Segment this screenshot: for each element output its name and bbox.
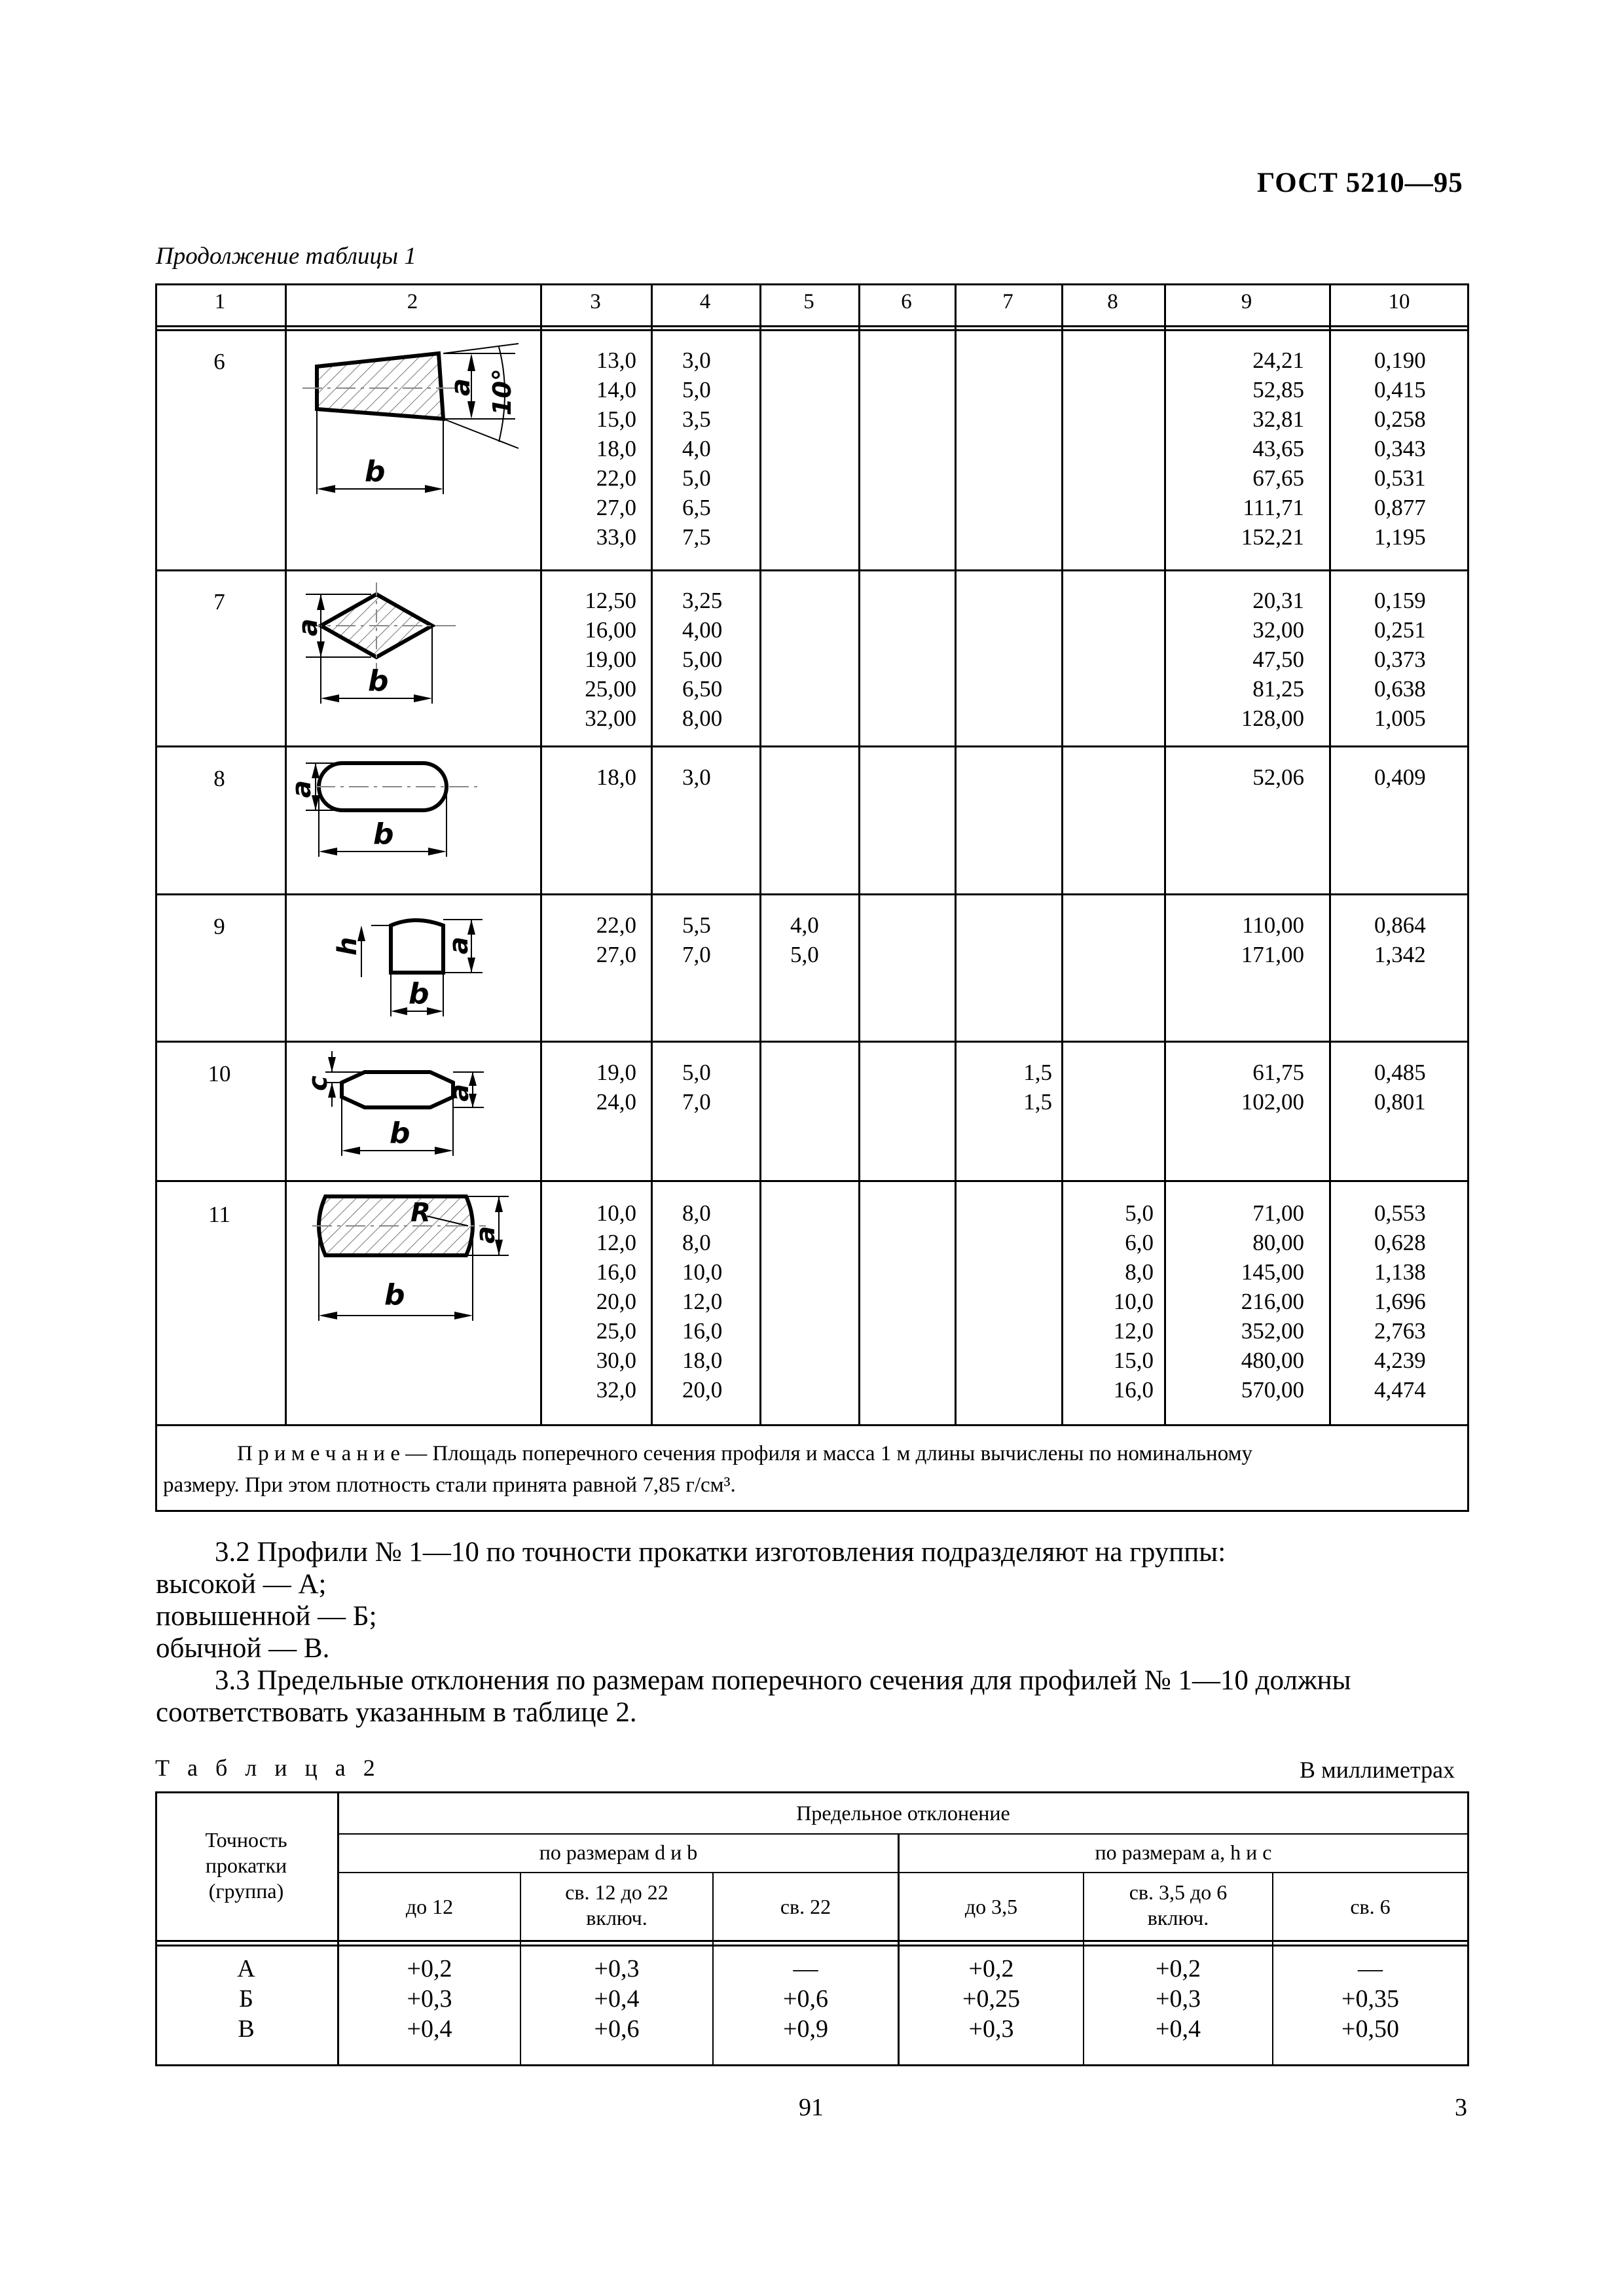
profile-8-drawing: [287, 753, 532, 891]
cell-col10: 0,409: [1374, 764, 1426, 790]
table-note-line: размеру. При этом плотность стали принята равной 7,85 г/см³.: [163, 1473, 736, 1497]
col-header: 10: [1388, 290, 1410, 314]
dim-label-b: b: [368, 664, 389, 698]
frame-top: [155, 1791, 1469, 1793]
paragraph-3-2-item: повышенной — Б;: [156, 1601, 377, 1632]
cell-col9: 61,75 102,00: [1241, 1060, 1304, 1115]
row-divider: [155, 1180, 1469, 1182]
subheader: св. 12 до 22 включ.: [565, 1880, 668, 1929]
header-ahc: по размерам a, h и c: [1095, 1840, 1272, 1864]
col-header: 8: [1107, 290, 1118, 314]
cell-col4: 8,0 8,0 10,0 12,0 16,0 18,0 20,0: [682, 1200, 723, 1403]
cell-col8: 5,0 6,0 8,0 10,0 12,0 15,0 16,0: [1113, 1200, 1154, 1403]
cell-col4: 5,5 7,0: [682, 912, 711, 967]
col-divider: [651, 283, 653, 1424]
dim-label-a: a: [445, 1084, 475, 1102]
col-divider: [759, 283, 761, 1424]
cell-col4: 5,0 7,0: [682, 1060, 711, 1115]
cell-col3: 18,0: [596, 764, 636, 790]
header-divider: [155, 325, 1469, 327]
dim-label-a: a: [471, 1226, 501, 1244]
col-header: 1: [214, 290, 226, 314]
row-divider: [337, 1833, 1469, 1835]
cell-col10: 0,553 0,628 1,138 1,696 2,763 4,239 4,474: [1374, 1200, 1426, 1403]
frame-right: [1467, 1791, 1469, 2066]
profile-6-drawing: [302, 344, 525, 540]
document-code: ГОСТ 5210—95: [1257, 168, 1463, 198]
subheader: до 3,5: [964, 1895, 1018, 1918]
paragraph-3-2-item: высокой — А;: [156, 1569, 327, 1600]
table-2-caption: Т а б л и ц а 2: [155, 1755, 381, 1781]
row-number: 7: [213, 589, 225, 615]
col-divider: [540, 283, 542, 1424]
cell-col3: 19,0 24,0: [596, 1060, 636, 1115]
col-divider: [285, 283, 287, 1424]
table-note-line: П р и м е ч а н и е — Площадь поперечного сечения профиля и масса 1 м длины вычислены по номинальному: [237, 1442, 1252, 1465]
cell-col5: 4,0 5,0: [790, 912, 819, 967]
dim-label-h: h: [333, 937, 363, 956]
subheader: до 12: [405, 1895, 454, 1918]
dim-label-a: a: [444, 937, 474, 954]
col-divider: [1061, 283, 1063, 1424]
col-divider: [1164, 283, 1166, 1424]
cell-col10: 0,864 1,342: [1374, 912, 1426, 967]
col-divider: [858, 283, 860, 1424]
dim-label-a: a: [293, 619, 323, 636]
subheader: св. 6: [1350, 1895, 1391, 1918]
table-2-units: В миллиметрах: [1300, 1757, 1455, 1783]
cell-col7: 1,5 1,5: [1023, 1060, 1052, 1115]
cell-col4: 3,0: [682, 764, 711, 790]
col-divider: [955, 283, 957, 1424]
profile-10-drawing: [303, 1048, 532, 1179]
page-number: 91: [799, 2094, 824, 2121]
header-divider: [155, 329, 1469, 331]
cell-col9: 24,21 52,85 32,81 43,65 67,65 111,71 152,21: [1241, 348, 1304, 550]
cell-col9: 52,06: [1252, 764, 1304, 790]
cell-col3: 13,0 14,0 15,0 18,0 22,0 27,0 33,0: [596, 348, 636, 550]
cell-col10: 0,485 0,801: [1374, 1060, 1426, 1115]
cell-col4: 3,0 5,0 3,5 4,0 5,0 6,5 7,5: [682, 348, 711, 550]
cell-col3: 12,50 16,00 19,00 25,00 32,00: [585, 588, 636, 731]
header-db: по размерам d и b: [539, 1840, 698, 1864]
table-2: [155, 1791, 1469, 2066]
cell-col9: 110,00 171,00: [1241, 912, 1304, 967]
col-header: 7: [1002, 290, 1013, 314]
paragraph-3-2: 3.2 Профили № 1—10 по точности прокатки изготовления подразделяют на группы:: [215, 1537, 1226, 1568]
dim-label-b: b: [373, 817, 394, 851]
cell-col9: 20,31 32,00 47,50 81,25 128,00: [1241, 588, 1304, 731]
row-divider: [155, 1041, 1469, 1043]
row-number: 10: [208, 1061, 231, 1086]
dim-label-c: c: [303, 1075, 333, 1091]
col-header: 9: [1241, 290, 1252, 314]
subheader: св. 22: [780, 1895, 831, 1918]
header-deviation: Предельное отклонение: [796, 1801, 1010, 1825]
dim-label-b: b: [384, 1278, 405, 1312]
col-header: 4: [699, 290, 711, 314]
group-labels: А Б В: [237, 1955, 255, 2043]
cell-col3: 10,0 12,0 16,0 20,0 25,0 30,0 32,0: [596, 1200, 636, 1403]
cell-col4: 3,25 4,00 5,00 6,50 8,00: [682, 588, 723, 731]
dim-label-r: R: [410, 1198, 431, 1228]
dim-label-angle: 10°: [488, 368, 517, 416]
paragraph-3-3-cont: соответствовать указанным в таблице 2.: [156, 1697, 637, 1728]
col-header: 5: [803, 290, 814, 314]
dim-label-b: b: [409, 977, 429, 1011]
row-number: 11: [208, 1202, 230, 1227]
sheet-number: 3: [1455, 2094, 1467, 2121]
row-divider: [155, 745, 1469, 747]
row-number: 9: [213, 914, 225, 939]
cell-col10: 0,159 0,251 0,373 0,638 1,005: [1374, 588, 1426, 731]
table-1: [155, 283, 1469, 1512]
deviation-col: +0,2 +0,25 +0,3: [962, 1955, 1020, 2043]
profile-7-drawing: [293, 583, 525, 733]
subheader: св. 3,5 до 6 включ.: [1129, 1880, 1228, 1929]
dim-label-a: a: [446, 378, 476, 396]
profile-11-drawing: [312, 1190, 532, 1340]
row-divider: [337, 1872, 1469, 1873]
col-header: 6: [901, 290, 912, 314]
row-divider: [155, 893, 1469, 895]
header-accuracy: Точность прокатки (группа): [205, 1828, 287, 1903]
deviation-col: — +0,35 +0,50: [1341, 1955, 1399, 2043]
row-divider: [155, 569, 1469, 571]
deviation-col: +0,3 +0,4 +0,6: [594, 1955, 640, 2043]
deviation-col: +0,2 +0,3 +0,4: [1156, 1955, 1201, 2043]
dim-label-b: b: [365, 455, 386, 488]
dim-label-b: b: [390, 1117, 410, 1150]
cell-col3: 22,0 27,0: [596, 912, 636, 967]
row-divider: [155, 1424, 1469, 1426]
col-divider: [1329, 283, 1331, 1424]
deviation-col: +0,2 +0,3 +0,4: [407, 1955, 452, 2043]
col-header: 3: [590, 290, 601, 314]
deviation-col: — +0,6 +0,9: [783, 1955, 828, 2043]
table-continuation-caption: Продолжение таблицы 1: [156, 243, 416, 270]
row-number: 8: [213, 766, 225, 791]
col-header: 2: [407, 290, 418, 314]
profile-9-drawing: [322, 902, 532, 1033]
cell-col10: 0,190 0,415 0,258 0,343 0,531 0,877 1,195: [1374, 348, 1426, 550]
paragraph-3-2-item: обычной — В.: [156, 1633, 330, 1664]
row-number: 6: [213, 349, 225, 374]
dim-label-a: a: [287, 780, 317, 798]
paragraph-3-3: 3.3 Предельные отклонения по размерам поперечного сечения для профилей № 1—10 должны: [215, 1665, 1351, 1696]
cell-col9: 71,00 80,00 145,00 216,00 352,00 480,00 570,00: [1241, 1200, 1304, 1403]
